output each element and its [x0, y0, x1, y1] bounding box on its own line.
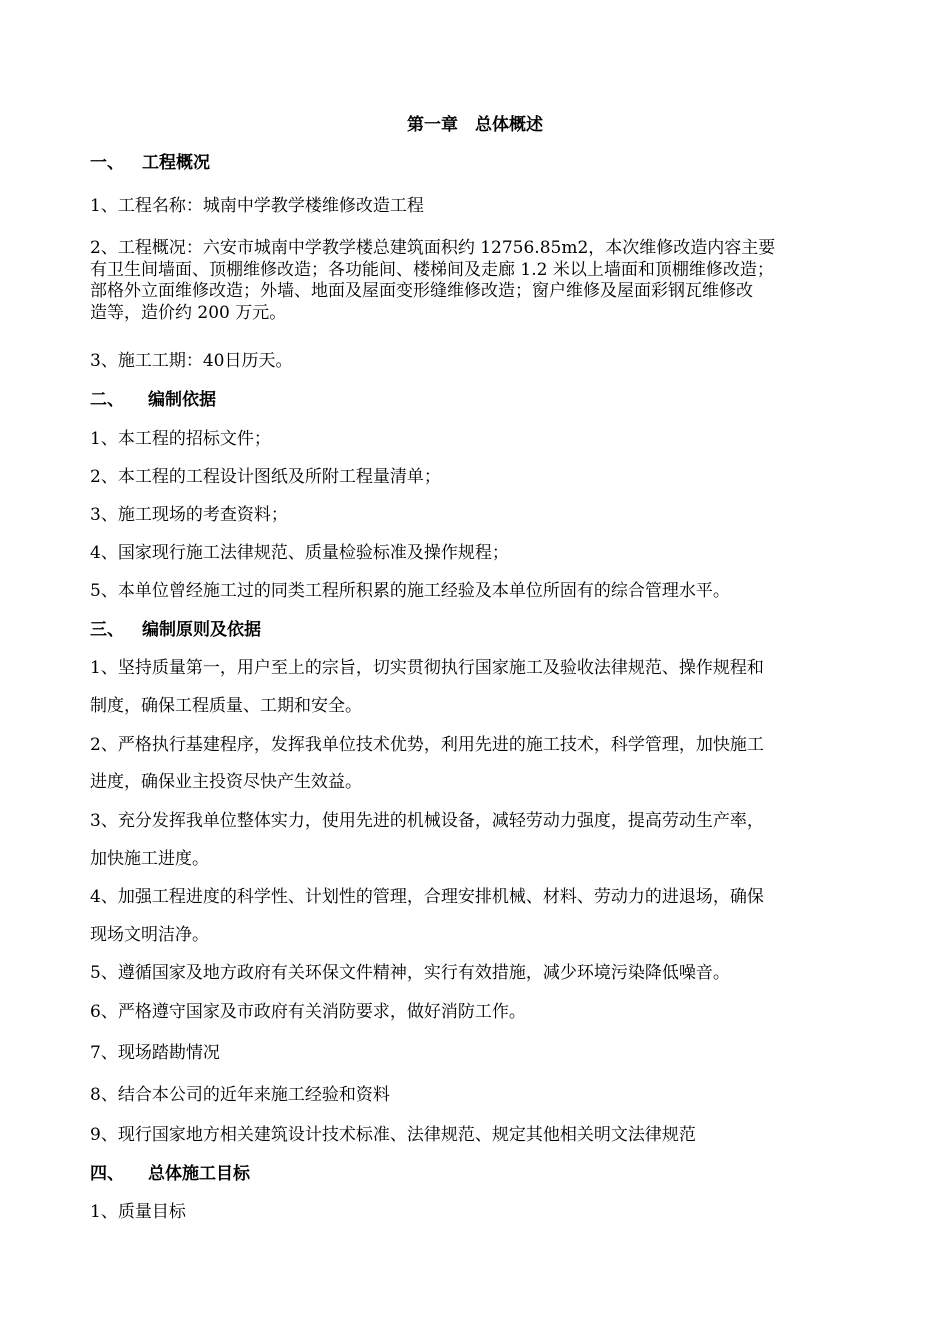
section-number: 一、 [90, 153, 124, 173]
paragraph-line: 进度，确保业主投资尽快产生效益。 [90, 772, 362, 792]
paragraph-line: 1、坚持质量第一，用户至上的宗旨，切实贯彻执行国家施工及验收法律规范、操作规程和 [90, 658, 764, 678]
paragraph-line: 4、加强工程进度的科学性、计划性的管理，合理安排机械、材料、劳动力的进退场，确保 [90, 887, 764, 907]
paragraph-quality-goal: 1、质量目标 [90, 1202, 186, 1222]
paragraph-line: 9、现行国家地方相关建筑设计技术标准、法律规范、规定其他相关明文法律规范 [90, 1125, 696, 1145]
section-heading-1 [90, 153, 210, 173]
paragraph-line: 6、严格遵守国家及市政府有关消防要求，做好消防工作。 [90, 1002, 526, 1022]
paragraph-project-name: 1、工程名称：城南中学教学楼维修改造工程 [90, 196, 424, 216]
paragraph-schedule: 3、施工工期：40日历天。 [90, 351, 293, 371]
section-heading-3 [90, 620, 261, 640]
paragraph-line: 2、严格执行基建程序，发挥我单位技术优势，利用先进的施工技术，科学管理，加快施工 [90, 735, 764, 755]
paragraph-line: 加快施工进度。 [90, 849, 209, 869]
paragraph-line: 现场文明洁净。 [90, 925, 209, 945]
list-item: 1、本工程的招标文件； [90, 429, 271, 449]
list-item: 5、本单位曾经施工过的同类工程所积累的施工经验及本单位所固有的综合管理水平。 [90, 581, 730, 601]
paragraph-line: 8、结合本公司的近年来施工经验和资料 [90, 1085, 390, 1105]
paragraph-line: 2、工程概况：六安市城南中学教学楼总建筑面积约 12756.85m2，本次维修改造内容主要 [90, 238, 776, 258]
list-item: 4、国家现行施工法律规范、质量检验标准及操作规程； [90, 543, 509, 563]
list-item: 3、施工现场的考查资料； [90, 505, 288, 525]
paragraph-project-overview [90, 238, 870, 324]
section-title: 总体施工目标 [148, 1164, 250, 1184]
list-item: 2、本工程的工程设计图纸及所附工程量清单； [90, 467, 441, 487]
chapter-title: 第一章 总体概述 [407, 115, 543, 135]
section-heading-2 [90, 390, 216, 410]
section-number: 二、 [90, 390, 124, 410]
paragraph-line: 5、遵循国家及地方政府有关环保文件精神，实行有效措施，减少环境污染降低噪音。 [90, 963, 730, 983]
section-heading-4 [90, 1164, 250, 1184]
paragraph-line: 7、现场踏勘情况 [90, 1043, 220, 1063]
section-number: 四、 [90, 1164, 124, 1184]
paragraph-line: 造等，造价约 200 万元。 [90, 302, 287, 323]
paragraph-line: 3、充分发挥我单位整体实力，使用先进的机械设备，减轻劳动力强度，提高劳动生产率， [90, 811, 764, 831]
section-title: 编制原则及依据 [142, 620, 261, 640]
section-number: 三、 [90, 620, 124, 640]
paragraph-line: 制度，确保工程质量、工期和安全。 [90, 696, 362, 716]
paragraph-line: 部格外立面维修改造；外墙、地面及屋面变形缝维修改造；窗户维修及屋面彩钢瓦维修改 [90, 281, 753, 301]
section-title: 工程概况 [142, 153, 210, 173]
section-title: 编制依据 [148, 390, 216, 410]
paragraph-line: 有卫生间墙面、顶棚维修改造；各功能间、楼梯间及走廊 1.2 米以上墙面和顶棚维修改造； [90, 259, 774, 280]
